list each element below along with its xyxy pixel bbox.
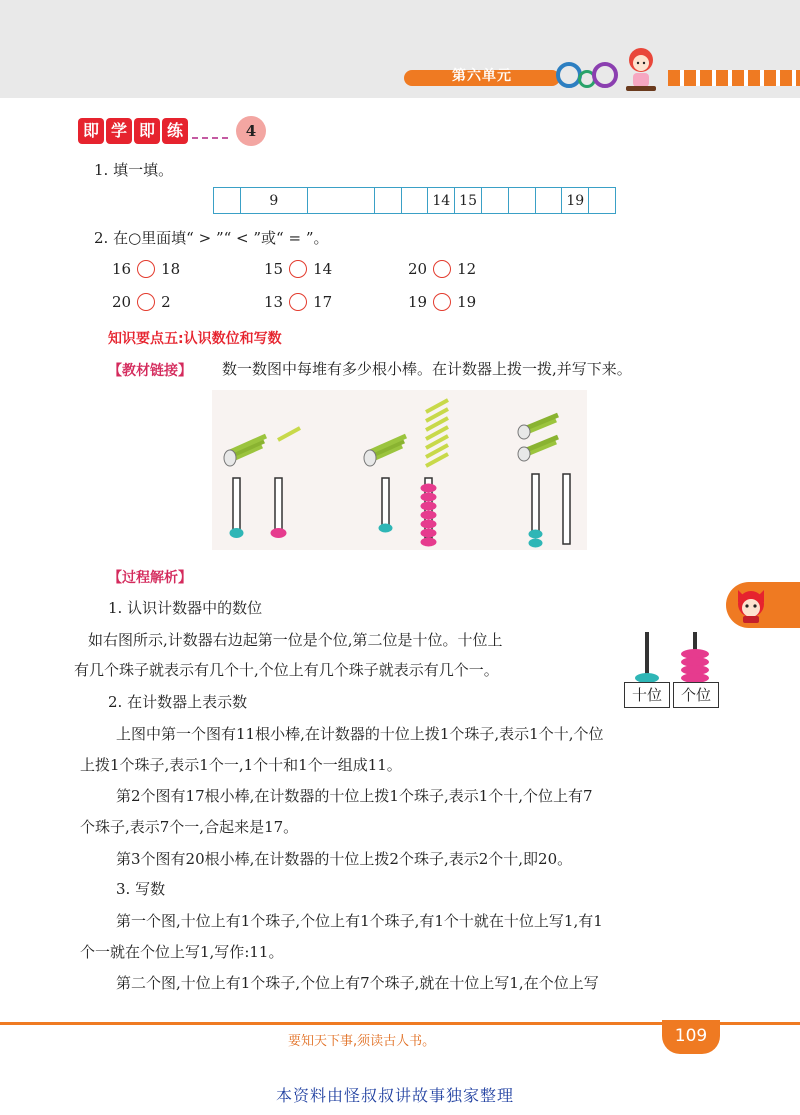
analysis-heading-2: 2. 在计数器上表示数	[108, 693, 248, 711]
purple-ring-icon	[592, 62, 618, 88]
single-stick-icon	[278, 428, 300, 440]
comparison-left: 15	[264, 260, 284, 278]
comparison-item	[408, 260, 476, 278]
comparison-item	[112, 293, 171, 311]
badge-number: 4	[236, 116, 266, 146]
answer-circle[interactable]	[433, 293, 451, 311]
table-cell[interactable]	[508, 188, 535, 214]
analysis-paragraph: 上拨1个珠子,表示1个一,1个十和1个一组成11。	[80, 756, 402, 774]
badge-char: 学	[106, 118, 132, 144]
comparison-right: 18	[161, 260, 181, 278]
badge-char: 即	[78, 118, 104, 144]
ones-place-label: 个位	[673, 682, 719, 708]
analysis-paragraph: 第3个图有20根小棒,在计数器的十位上拨2个珠子,表示2个十,即20。	[116, 850, 573, 868]
stick-bundle-icon	[518, 415, 558, 439]
analysis-heading-3: 3. 写数	[116, 880, 166, 898]
tens-rod	[532, 474, 539, 534]
analysis-paragraph: 第2个图有17根小棒,在计数器的十位上拨1个珠子,表示1个十,个位上有7	[116, 787, 593, 805]
ones-rod	[275, 478, 282, 530]
comparison-item	[264, 260, 332, 278]
answer-circle[interactable]	[433, 260, 451, 278]
table-cell[interactable]	[307, 188, 374, 214]
comparison-left: 20	[112, 293, 132, 311]
textbook-task: 数一数图中每堆有多少根小棒。在计数器上拨一拨,并写下来。	[222, 360, 632, 378]
number-fill-table	[213, 187, 616, 214]
analysis-heading-1: 1. 认识计数器中的数位	[108, 599, 263, 617]
fox-mascot-icon	[734, 586, 768, 624]
ones-bead	[271, 528, 287, 538]
comparison-right: 17	[313, 293, 333, 311]
stick-bundle-icon	[364, 436, 406, 466]
header-checker-pattern	[668, 70, 800, 86]
table-cell[interactable]	[535, 188, 562, 214]
stick-bundle-icon	[224, 436, 266, 466]
comparison-item	[408, 293, 476, 311]
answer-circle[interactable]	[289, 293, 307, 311]
comparison-left: 13	[264, 293, 284, 311]
comparison-item	[264, 293, 332, 311]
tens-bead	[230, 528, 244, 538]
analysis-paragraph: 第一个图,十位上有1个珠子,个位上有1个珠子,有1个十就在十位上写1,有1	[116, 912, 603, 930]
process-analysis-tag: 【过程解析】	[108, 570, 192, 586]
page-number: 109	[662, 1020, 720, 1054]
badge-char: 即	[134, 118, 160, 144]
table-cell[interactable]: 19	[562, 188, 589, 214]
table-cell[interactable]: 9	[240, 188, 307, 214]
comparison-right: 2	[161, 293, 171, 311]
answer-circle[interactable]	[137, 260, 155, 278]
comparison-left: 19	[408, 293, 428, 311]
ones-beads	[421, 484, 437, 547]
table-cell[interactable]	[481, 188, 508, 214]
comparison-right: 19	[457, 293, 477, 311]
table-cell[interactable]	[374, 188, 401, 214]
analysis-paragraph: 有几个珠子就表示有几个十,个位上有几个珠子就表示有几个一。	[74, 661, 499, 679]
textbook-link-tag: 【教材链接】	[108, 363, 192, 379]
table-cell[interactable]	[589, 188, 616, 214]
tens-bead	[529, 539, 543, 548]
tens-bead	[529, 530, 543, 539]
comparison-left: 20	[408, 260, 428, 278]
analysis-paragraph: 上图中第一个图有11根小棒,在计数器的十位上拨1个珠子,表示1个十,个位	[116, 725, 604, 743]
answer-circle[interactable]	[137, 293, 155, 311]
table-cell[interactable]: 15	[455, 188, 482, 214]
table-cell[interactable]: 14	[428, 188, 455, 214]
badge-dash	[192, 137, 228, 139]
mascot-girl-icon	[618, 44, 664, 96]
tens-place-label: 十位	[624, 682, 670, 708]
table-cell[interactable]	[401, 188, 428, 214]
tens-rod	[382, 478, 389, 530]
tens-rod	[233, 478, 240, 530]
section-title: 知识要点五:认识数位和写数	[108, 331, 282, 347]
comparison-right: 12	[457, 260, 477, 278]
tens-bead	[379, 524, 393, 533]
ones-rod	[563, 474, 570, 544]
analysis-paragraph: 个珠子,表示7个一,合起来是17。	[80, 818, 299, 836]
sticks-abacus-illustration	[212, 390, 587, 550]
comparison-right: 14	[313, 260, 333, 278]
footer-motto: 要知天下事,须读古人书。	[288, 1034, 436, 1049]
stick-bundle-icon	[518, 437, 558, 461]
loose-sticks-icon	[426, 400, 448, 466]
comparison-left: 16	[112, 260, 132, 278]
practice-badge	[78, 118, 257, 144]
analysis-paragraph: 个一就在个位上写1,写作:11。	[80, 943, 284, 961]
footer-credit: 本资料由怪叔叔讲故事独家整理	[276, 1086, 515, 1105]
answer-circle[interactable]	[289, 260, 307, 278]
question-1-label: 1. 填一填。	[94, 161, 174, 179]
question-2-label: 2. 在○里面填“ > ”“ < ”或“ = ”。	[94, 229, 329, 247]
analysis-paragraph: 如右图所示,计数器右边起第一位是个位,第二位是十位。十位上	[88, 631, 503, 649]
badge-char: 练	[162, 118, 188, 144]
table-cell[interactable]	[214, 188, 241, 214]
analysis-paragraph: 第二个图,十位上有1个珠子,个位上有7个珠子,就在十位上写1,在个位上写	[116, 974, 599, 992]
unit-title: 第六单元	[452, 68, 512, 84]
comparison-item	[112, 260, 180, 278]
